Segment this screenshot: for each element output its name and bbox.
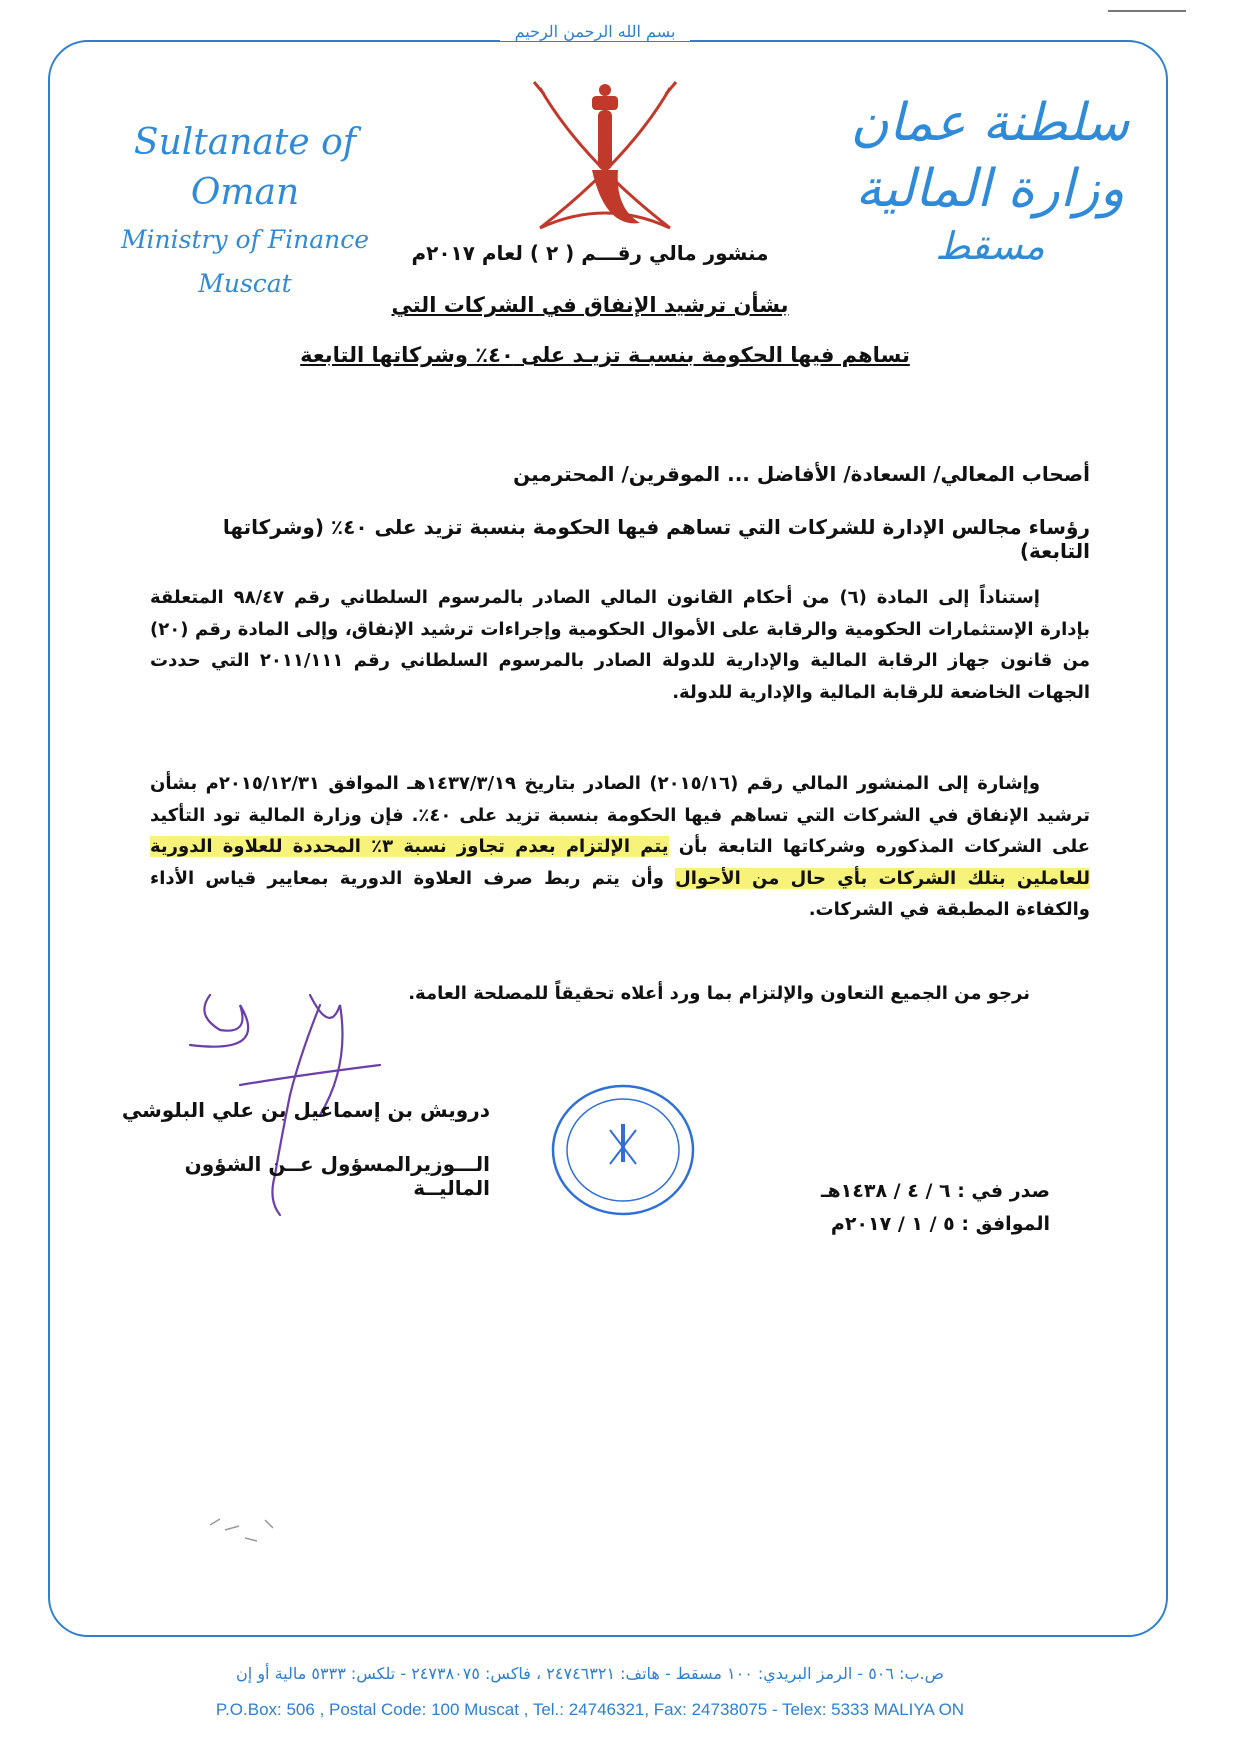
addressee-line-1: أصحاب المعالي/ السعادة/ الأفاضل ... الموقرين/ المحترمين [513, 462, 1090, 486]
subject-line-2: تساهم فيها الحكومة بنسبـة تزيـد على ٤٠٪ وشركاتها التابعة [300, 343, 910, 367]
paragraph-1-text: إستناداً إلى المادة (٦) من أحكام القانون المالي الصادر بالمرسوم السلطاني رقم ٩٨/٤٧ المتعلقة بإدارة الإستثمارات الحكومية والرقابة على الأموال الحكومية وإجراءات ترشيد الإنفاق، وإلى المادة رقم (٢٠) من قانون جهاز الرقابة المالية والإدارية للدولة الصادر بالمرسوم السلطاني رقم ٢٠١١/١١١ التي حددت الجهات الخاضعة للرقابة المالية والإدارية للدولة. [150, 587, 1090, 703]
issue-date-gregorian: الموافق : ٥ / ١ / ٢٠١٧م [830, 1213, 1050, 1235]
highlighted-text: يتم الإلتزام بعدم تجاوز نسبة ٣٪ المحددة للعلاوة الدورية للعاملين بتلك الشركات بأي حال من الأحوال [150, 836, 1090, 889]
basmala: بسم الله الرحمن الرحيم [500, 22, 690, 41]
letterhead-english [80, 118, 410, 306]
oman-emblem-icon [520, 78, 690, 246]
city-name-ar: مسقط [935, 224, 1045, 268]
city-name-en: Muscat [198, 269, 292, 298]
country-name-ar: سلطنة عمان [850, 93, 1130, 153]
body-paragraph-1 [150, 582, 1090, 708]
paragraph-2-start: وإشارة إلى المنشور المالي رقم (٢٠١٥/١٦) الصادر بتاريخ ١٤٣٧/٣/١٩هـ الموافق ٢٠١٥/١٢/٣١م بشأن ترشيد الإنفاق في الشركات التي تساهم فيها الحكومة بنسبة تزيد على ٤٠٪. فإن وزارة المالية تود التأكيد على الشركات المذكوره وشركاتها التابعة بأن [150, 773, 1090, 857]
country-name-en: Sultanate of Oman [133, 122, 357, 213]
footer-arabic: ص.ب: ٥٠٦ - الرمز البريدي: ١٠٠ مسقط - هاتف: ٢٤٧٤٦٣٢١ ، فاكس: ٢٤٧٣٨٠٧٥ - تلكس: ٥٣٣٣ مالية أو إن [236, 1664, 944, 1683]
letterhead-arabic [820, 90, 1160, 270]
subject-line-1: بشأن ترشيد الإنفاق في الشركات التي [391, 293, 789, 317]
body-paragraph-2 [150, 768, 1090, 926]
paragraph-2-end: وأن يتم ربط صرف العلاوة الدورية بمعايير قياس الأداء والكفاءة المطبقة في الشركات. [150, 867, 1090, 920]
issue-date-hijri: صدر في : ٦ / ٤ / ١٤٣٨هـ [820, 1180, 1050, 1202]
signatory-title: الـــوزيرالمسؤول عــن الشؤون الماليــة [184, 1152, 490, 1200]
ministry-name-ar: وزارة المالية [855, 159, 1125, 219]
ministry-name-en: Ministry of Finance [120, 225, 370, 254]
footer-english: P.O.Box: 506 , Postal Code: 100 Muscat , Tel.: 24746321, Fax: 24738075 - Telex: 5333 MALIYA ON [215, 1700, 965, 1719]
body-paragraph-3: نرجو من الجميع التعاون والإلتزام بما ورد أعلاه تحقيقاً للمصلحة العامة. [408, 983, 1030, 1004]
corner-mark [1108, 10, 1186, 12]
circular-number: منشور مالي رقـــم ( ٢ ) لعام ٢٠١٧م [411, 241, 769, 265]
addressee-line-2: رؤساء مجالس الإدارة للشركات التي تساهم فيها الحكومة بنسبة تزيد على ٤٠٪ (وشركاتها التابعة) [222, 515, 1090, 563]
scan-marks [205, 1510, 285, 1550]
signatory-name: درويش بن إسماعيل بن علي البلوشي [121, 1098, 490, 1122]
ministry-stamp [548, 1080, 698, 1220]
